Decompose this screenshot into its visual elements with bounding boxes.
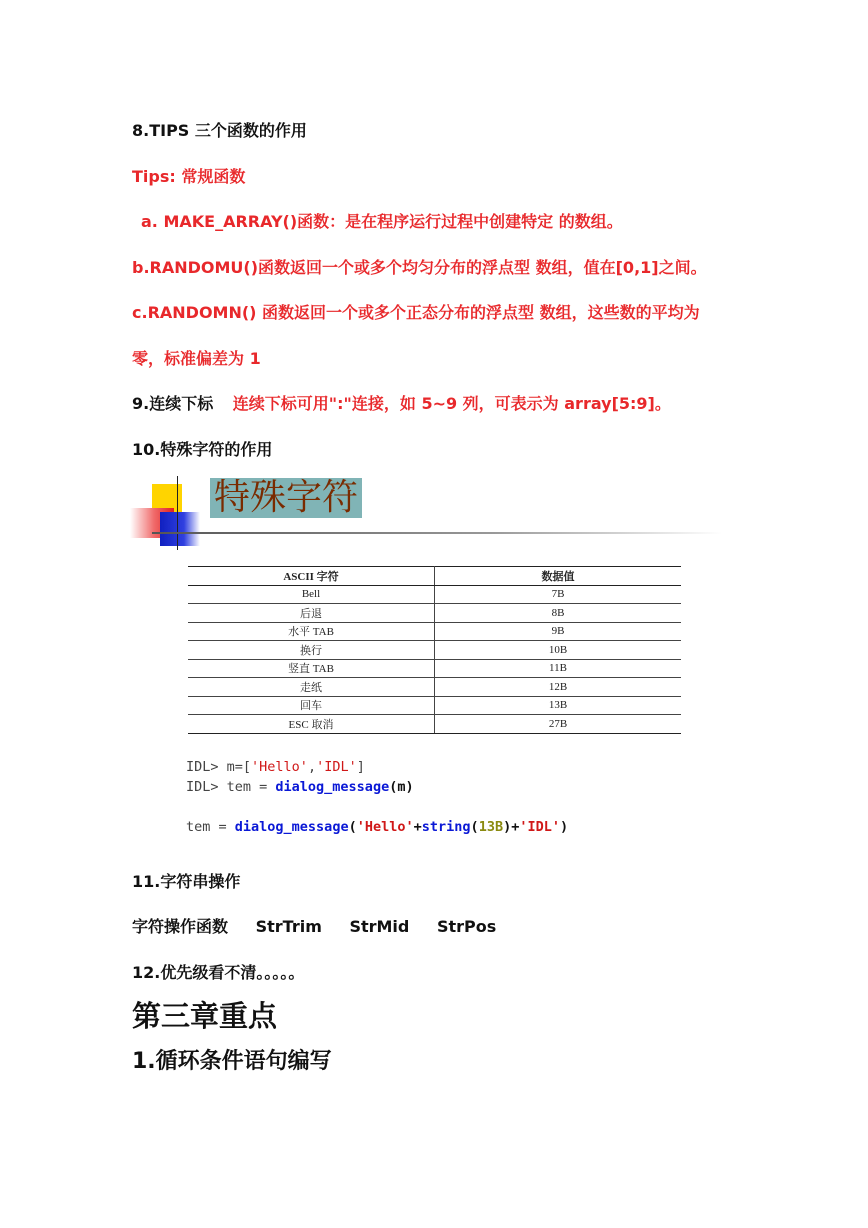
tips-label: Tips: 常规函数 bbox=[132, 167, 246, 186]
table-cell: 走纸 bbox=[188, 678, 435, 697]
table-row bbox=[188, 715, 681, 734]
banner-vertical-line bbox=[177, 476, 178, 550]
section-8-heading: 8.TIPS 三个函数的作用 bbox=[132, 121, 307, 140]
code-prefix: tem = bbox=[186, 819, 235, 835]
code-line-2 bbox=[186, 779, 414, 795]
code-punct: ( bbox=[348, 819, 357, 835]
chapter-3-heading: 第三章重点 bbox=[132, 999, 278, 1033]
ascii-table bbox=[188, 566, 681, 734]
banner-horizontal-rule bbox=[152, 532, 722, 534]
table-header-row bbox=[188, 567, 681, 586]
table-cell: ESC 取消 bbox=[188, 715, 435, 734]
string-functions-label: 字符操作函数 bbox=[132, 917, 229, 936]
func-strpos: StrPos bbox=[436, 917, 497, 936]
code-punct: , bbox=[307, 759, 317, 775]
table-cell: 换行 bbox=[188, 641, 435, 660]
code-punct: ) bbox=[559, 819, 569, 835]
table-header-value: 数据值 bbox=[435, 567, 682, 586]
table-row bbox=[188, 641, 681, 660]
code-line-1 bbox=[186, 759, 365, 775]
code-function: dialog_message bbox=[234, 819, 349, 835]
special-chars-banner bbox=[130, 474, 720, 554]
code-punct: )+ bbox=[503, 819, 520, 835]
code-punct: ( bbox=[470, 819, 479, 835]
table-cell: 11B bbox=[435, 659, 682, 678]
code-number: 13B bbox=[478, 819, 504, 835]
table-cell: 8B bbox=[435, 604, 682, 623]
tips-item-b: b.RANDOMU()函数返回一个或多个均匀分布的浮点型 数组，值在[0,1]之间。 bbox=[132, 258, 707, 277]
table-cell: 水平 TAB bbox=[188, 622, 435, 641]
table-row bbox=[188, 678, 681, 697]
section-11-heading: 11.字符串操作 bbox=[132, 872, 241, 891]
table-row bbox=[188, 585, 681, 604]
code-punct: ] bbox=[356, 759, 365, 775]
table-cell: 竖直 TAB bbox=[188, 659, 435, 678]
table-row bbox=[188, 659, 681, 678]
tips-item-c-line2: 零，标准偏差为 1 bbox=[132, 349, 261, 368]
table-row bbox=[188, 696, 681, 715]
table-cell: 12B bbox=[435, 678, 682, 697]
table-cell: 回车 bbox=[188, 696, 435, 715]
table-cell: 9B bbox=[435, 622, 682, 641]
tips-item-c-line1: c.RANDOMN() 函数返回一个或多个正态分布的浮点型 数组，这些数的平均为 bbox=[132, 303, 700, 322]
table-row bbox=[188, 622, 681, 641]
code-function: dialog_message bbox=[275, 779, 390, 795]
table-cell: 7B bbox=[435, 585, 682, 604]
func-strmid: StrMid bbox=[349, 917, 410, 936]
code-prompt: IDL> m=[ bbox=[186, 759, 252, 775]
section-9 bbox=[132, 391, 671, 414]
section-10-heading: 10.特殊字符的作用 bbox=[132, 440, 273, 459]
banner-blue-square bbox=[160, 512, 200, 546]
section-9-label: 9.连续下标 bbox=[132, 394, 214, 413]
code-string: 'Hello' bbox=[251, 759, 308, 775]
table-row bbox=[188, 604, 681, 623]
string-functions-line bbox=[132, 914, 496, 937]
table-cell: 27B bbox=[435, 715, 682, 734]
table-header-ascii: ASCII 字符 bbox=[188, 567, 435, 586]
code-string: 'Hello' bbox=[356, 819, 414, 835]
table-cell: 后退 bbox=[188, 604, 435, 623]
code-string: 'IDL' bbox=[316, 759, 357, 775]
code-function: string bbox=[421, 819, 471, 835]
code-punct: + bbox=[413, 819, 422, 835]
loop-heading: 1.循环条件语句编写 bbox=[132, 1049, 332, 1074]
table-cell: Bell bbox=[188, 585, 435, 604]
banner-title: 特殊字符 bbox=[210, 478, 362, 518]
func-strtrim: StrTrim bbox=[255, 917, 322, 936]
tips-item-a: a. MAKE_ARRAY()函数：是在程序运行过程中创建特定 的数组。 bbox=[141, 212, 623, 231]
code-args: (m) bbox=[389, 779, 414, 795]
code-prompt: IDL> tem = bbox=[186, 779, 276, 795]
section-12: 12.优先级看不清。。。。。 bbox=[132, 963, 305, 982]
table-cell: 10B bbox=[435, 641, 682, 660]
section-9-text: 连续下标可用":"连接，如 5~9 列，可表示为 array[5:9]。 bbox=[232, 394, 671, 413]
table-cell: 13B bbox=[435, 696, 682, 715]
code-line-3 bbox=[186, 819, 568, 835]
code-string: 'IDL' bbox=[519, 819, 560, 835]
